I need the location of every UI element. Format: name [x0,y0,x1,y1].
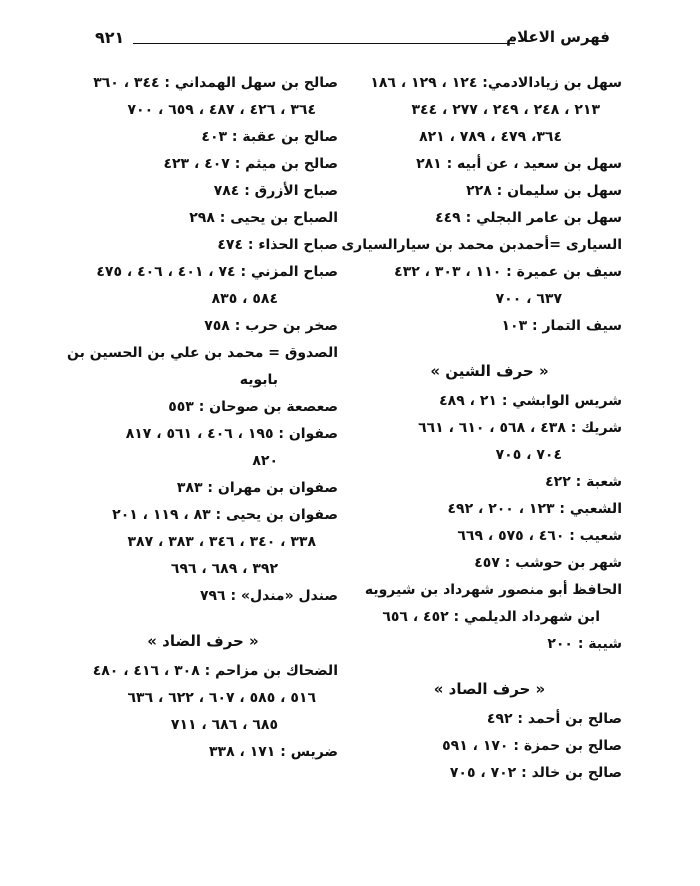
index-entry: صفوان بن مهران : ٣٨٣ [176,480,338,496]
index-entry: الشعبي : ١٢٣ ، ٢٠٠ ، ٤٩٢ [447,501,622,517]
index-entry-continuation: ٦٣٧ ، ٧٠٠ [495,291,562,307]
index-entry: سهل بن عامر البجلي : ٤٤٩ [435,210,622,226]
index-entry-continuation: ٥٨٤ ، ٨٣٥ [211,291,278,307]
left-column [68,70,338,766]
index-entry: سهل بن زيادالادمي: ١٢٤ ، ١٢٩ ، ١٨٦ [370,75,622,91]
section-heading-sad: « حرف الصاد » [433,680,546,698]
index-entry: الحافظ أبو منصور شهرداد بن شيرويه [364,582,622,598]
index-entry: صباح الأزرق : ٧٨٤ [213,183,338,199]
index-entry: السيارى =أحمدبن محمد بن سيارالسيارى [341,237,622,253]
index-entry: صباح الحذاء : ٤٧٤ [217,237,338,253]
page-header [95,28,610,58]
right-column [341,70,622,787]
index-entry: صالح بن حمزة : ١٧٠ ، ٥٩١ [442,738,622,754]
index-entry: صعصعة بن صوحان : ٥٥٣ [168,399,338,415]
index-entry: شريس الوابشي : ٢١ ، ٤٨٩ [439,393,622,409]
index-entry: سهل بن سعيد ، عن أبيه : ٢٨١ [416,156,622,172]
index-entry: صالح بن ميثم : ٤٠٧ ، ٤٢٣ [163,156,338,172]
header-rule [133,43,515,44]
index-entry-continuation: بابويه [239,372,278,388]
page-number: ٩٢١ [95,28,125,47]
index-entry: سيف بن عميرة : ١١٠ ، ٣٠٣ ، ٤٣٢ [394,264,622,280]
index-entry: شعبة : ٤٢٢ [545,474,622,490]
index-entry: شهر بن حوشب : ٤٥٧ [474,555,622,571]
index-entry-continuation: ٣٣٨ ، ٣٤٠ ، ٣٤٦ ، ٣٨٣ ، ٣٨٧ [127,534,316,550]
index-entry: سهل بن سليمان : ٢٢٨ [466,183,622,199]
index-entry: الضحاك بن مزاحم : ٣٠٨ ، ٤١٦ ، ٤٨٠ [92,663,338,679]
index-entry: صالح بن أحمد : ٤٩٢ [486,711,622,727]
index-entry: صباح المزني : ٧٤ ، ٤٠١ ، ٤٠٦ ، ٤٧٥ [96,264,338,280]
index-entry: صالح بن سهل الهمداني : ٣٤٤ ، ٣٦٠ [93,75,338,91]
index-entry-continuation: ٣٦٤، ٤٧٩ ، ٧٨٩ ، ٨٢١ [419,129,562,145]
index-entry-continuation: ٨٢٠ [252,453,278,469]
index-entry: صفوان بن يحيى : ٨٣ ، ١١٩ ، ٢٠١ [112,507,338,523]
index-entry: سيف التمار : ١٠٣ [501,318,622,334]
index-entry: صخر بن حرب : ٧٥٨ [204,318,338,334]
index-entry: ضريس : ١٧١ ، ٣٣٨ [209,744,338,760]
index-entry: صالح بن خالد : ٧٠٢ ، ٧٠٥ [449,765,622,781]
section-heading-shin: « حرف الشين » [430,362,549,380]
index-entry: صندل «مندل» : ٧٩٦ [199,588,338,604]
section-heading-dad: « حرف الضاد » [147,632,259,650]
index-entry: الصباح بن يحيى : ٢٩٨ [189,210,338,226]
index-entry-continuation: ٣٦٤ ، ٤٢٦ ، ٤٨٧ ، ٦٥٩ ، ٧٠٠ [127,102,316,118]
index-entry: شريك : ٤٣٨ ، ٥٦٨ ، ٦١٠ ، ٦٦١ [418,420,622,436]
index-entry-continuation: ٦٨٥ ، ٦٨٦ ، ٧١١ [170,717,278,733]
index-entry: صالح بن عقبة : ٤٠٣ [201,129,338,145]
index-entry-continuation: ٧٠٤ ، ٧٠٥ [495,447,562,463]
index-entry: شيبة : ٢٠٠ [547,636,622,652]
index-entry: صفوان : ١٩٥ ، ٤٠٦ ، ٥٦١ ، ٨١٧ [125,426,338,442]
index-entry: شعيب : ٤٦٠ ، ٥٧٥ ، ٦٦٩ [457,528,622,544]
index-entry-continuation: ٣٩٢ ، ٦٨٩ ، ٦٩٦ [170,561,278,577]
index-entry-continuation: ٢١٣ ، ٢٤٨ ، ٢٤٩ ، ٢٧٧ ، ٣٤٤ [411,102,600,118]
index-entry-continuation: ابن شهرداد الديلمي : ٤٥٢ ، ٦٥٦ [382,609,600,625]
index-entry: الصدوق = محمد بن علي بن الحسين بن [67,345,338,361]
index-entry-continuation: ٥١٦ ، ٥٨٥ ، ٦٠٧ ، ٦٢٢ ، ٦٣٦ [127,690,316,706]
running-title: فهرس الاعلام [506,28,610,46]
